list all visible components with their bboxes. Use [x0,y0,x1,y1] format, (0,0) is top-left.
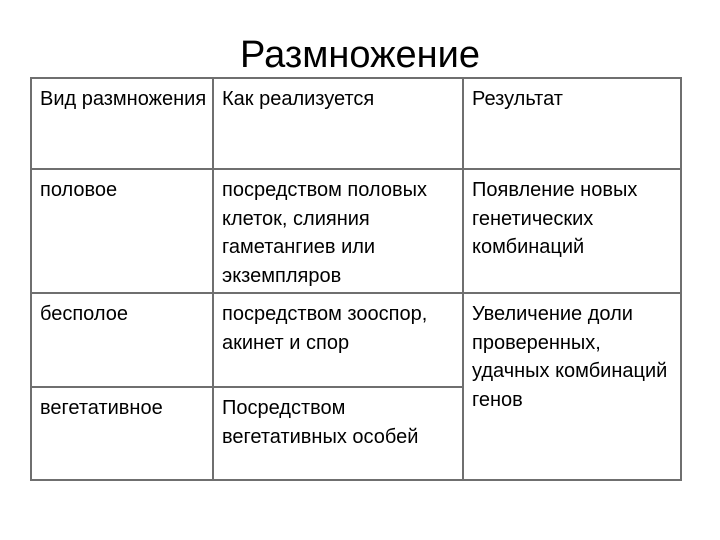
table-row [31,169,681,293]
header-result-cell: Результат [463,78,681,169]
type-cell-sexual: половое [31,169,213,293]
type-cell-vegetative: вегетативное [31,387,213,480]
slide-title: Размножение [240,34,480,76]
header-type-cell: Вид размножения [31,78,213,169]
header-how-cell: Как реализуется [213,78,463,169]
result-cell-sexual: Появление новых генетических комбинаций [463,169,681,293]
result-cell-asexual-vegetative: Увеличение доли проверенных, удачных комбинаций генов [463,293,681,480]
table-row [31,293,681,387]
how-cell-sexual: посредством половых клеток, слияния гаметангиев или экземпляров [213,169,463,293]
type-cell-asexual: бесполое [31,293,213,387]
table-header-row [31,78,681,169]
how-cell-asexual: посредством зооспор, акинет и спор [213,293,463,387]
how-cell-vegetative: Посредством вегетативных особей [213,387,463,480]
reproduction-table [30,77,682,481]
